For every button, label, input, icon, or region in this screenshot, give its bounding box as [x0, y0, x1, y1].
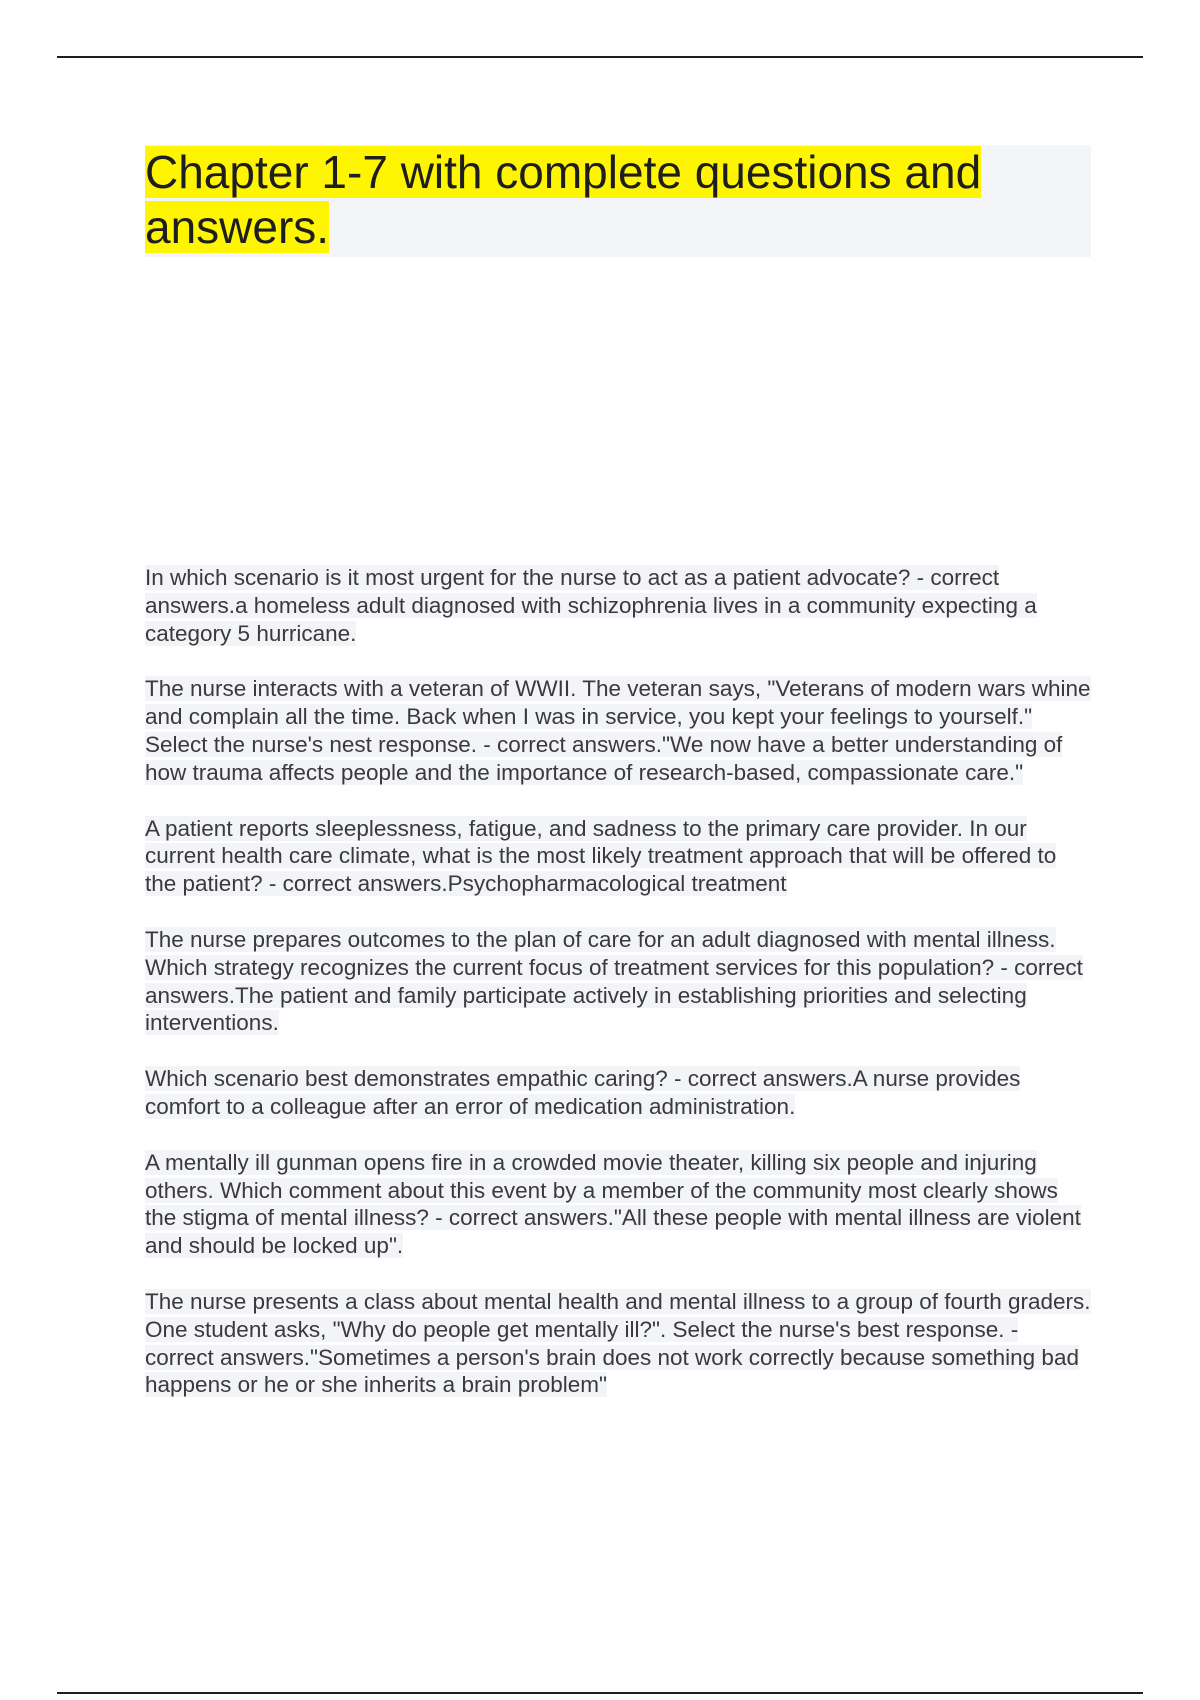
- qa-entry-text: A patient reports sleeplessness, fatigue, and sadness to the primary care provider. In our current health care climate, what is the most likely treatment approach that will be offered to the patient? - correct answers.Psychopharmacological treatment: [145, 815, 1057, 897]
- qa-entry: [145, 815, 1091, 898]
- qa-entry-text: The nurse prepares outcomes to the plan of care for an adult diagnosed with mental illness. Which strategy recognizes the current focus of treatment services for this population? - correct answers.The patient and family participate actively in establishing priorities and selecting interventions.: [145, 926, 1083, 1036]
- top-divider: [57, 56, 1143, 58]
- title-highlight: Chapter 1-7 with complete questions and answers.: [145, 146, 982, 253]
- qa-entry: [145, 564, 1091, 647]
- qa-entry-text: In which scenario is it most urgent for the nurse to act as a patient advocate? - correct answers.a homeless adult diagnosed with schizophrenia lives in a community expecting a category 5 hurricane.: [145, 565, 1037, 646]
- qa-entry: [145, 926, 1091, 1037]
- document-title: [145, 145, 1091, 255]
- qa-entry: [145, 675, 1091, 786]
- qa-entry-text: The nurse presents a class about mental health and mental illness to a group of fourth graders. One student asks, "Why do people get mentally ill?". Select the nurse's best response. - correct answers."Sometimes a person's brain does not work correctly because something bad happens or he or she inherits a brain problem": [145, 1288, 1091, 1398]
- qa-entry: [145, 1149, 1091, 1260]
- bottom-divider: [57, 1692, 1143, 1694]
- qa-list: [145, 564, 1091, 1427]
- qa-entry: [145, 1288, 1091, 1399]
- qa-entry-text: Which scenario best demonstrates empathic caring? - correct answers.A nurse provides comfort to a colleague after an error of medication administration.: [145, 1066, 1021, 1119]
- qa-entry-text: The nurse interacts with a veteran of WWII. The veteran says, "Veterans of modern wars whine and complain all the time. Back when I was in service, you kept your feelings to yourself." Select the nurse's nest response. - correct answers."We now have a better understanding of how trauma affects people and the importance of research-based, compassionate care.": [145, 676, 1091, 785]
- qa-entry: [145, 1065, 1091, 1121]
- title-block: [145, 145, 1091, 257]
- qa-entry-text: A mentally ill gunman opens fire in a crowded movie theater, killing six people and injuring others. Which comment about this event by a member of the community most clearly shows the stigma of mental illness? - correct answers."All these people with mental illness are violent and should be locked up".: [145, 1149, 1081, 1259]
